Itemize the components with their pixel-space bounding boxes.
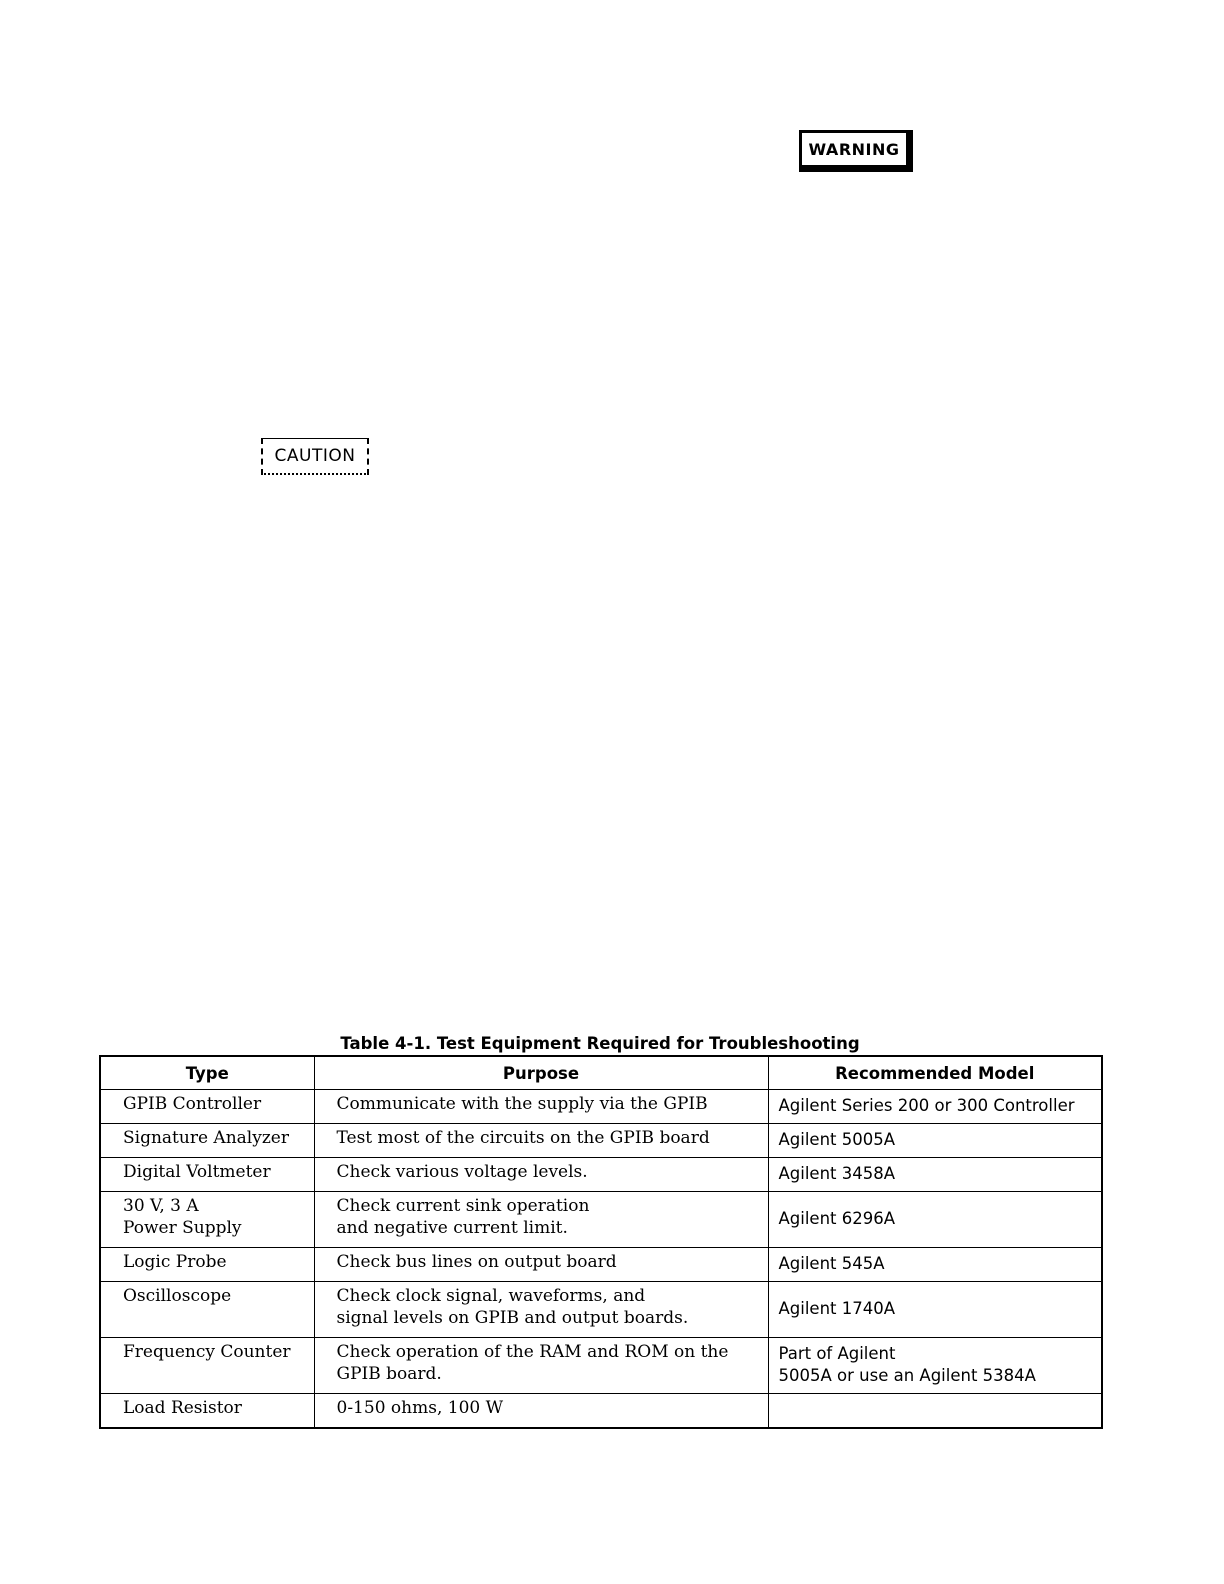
model-cell bbox=[768, 1394, 1102, 1429]
type-cell: Logic Probe bbox=[100, 1248, 314, 1282]
type-cell: 30 V, 3 A Power Supply bbox=[100, 1192, 314, 1248]
header-type: Type bbox=[100, 1056, 314, 1090]
model-cell: Part of Agilent 5005A or use an Agilent 5384A bbox=[768, 1338, 1102, 1394]
table-row bbox=[100, 1248, 1102, 1282]
table-row bbox=[100, 1282, 1102, 1338]
purpose-cell: Test most of the circuits on the GPIB board bbox=[314, 1124, 768, 1158]
table-caption: Table 4-1. Test Equipment Required for Troubleshooting bbox=[340, 1034, 860, 1053]
table-row bbox=[100, 1124, 1102, 1158]
table-row bbox=[100, 1394, 1102, 1429]
model-cell: Agilent 6296A bbox=[768, 1192, 1102, 1248]
type-cell: GPIB Controller bbox=[100, 1090, 314, 1124]
purpose-cell: Check current sink operation and negative current limit. bbox=[314, 1192, 768, 1248]
purpose-cell: Check operation of the RAM and ROM on the GPIB board. bbox=[314, 1338, 768, 1394]
warning-label: WARNING bbox=[799, 130, 913, 172]
type-cell: Signature Analyzer bbox=[100, 1124, 314, 1158]
model-cell: Agilent Series 200 or 300 Controller bbox=[768, 1090, 1102, 1124]
type-cell: Load Resistor bbox=[100, 1394, 314, 1429]
model-cell: Agilent 545A bbox=[768, 1248, 1102, 1282]
table-row bbox=[100, 1158, 1102, 1192]
type-cell: Digital Voltmeter bbox=[100, 1158, 314, 1192]
model-cell: Agilent 1740A bbox=[768, 1282, 1102, 1338]
table-row bbox=[100, 1090, 1102, 1124]
test-equipment-table bbox=[99, 1055, 1103, 1429]
type-cell: Frequency Counter bbox=[100, 1338, 314, 1394]
purpose-cell: Check clock signal, waveforms, and signal levels on GPIB and output boards. bbox=[314, 1282, 768, 1338]
model-cell: Agilent 3458A bbox=[768, 1158, 1102, 1192]
purpose-cell: 0-150 ohms, 100 W bbox=[314, 1394, 768, 1429]
model-cell: Agilent 5005A bbox=[768, 1124, 1102, 1158]
type-cell: Oscilloscope bbox=[100, 1282, 314, 1338]
purpose-cell: Check various voltage levels. bbox=[314, 1158, 768, 1192]
purpose-cell: Communicate with the supply via the GPIB bbox=[314, 1090, 768, 1124]
table-row bbox=[100, 1192, 1102, 1248]
table-header-row bbox=[100, 1056, 1102, 1090]
header-purpose: Purpose bbox=[314, 1056, 768, 1090]
purpose-cell: Check bus lines on output board bbox=[314, 1248, 768, 1282]
caution-label: CAUTION bbox=[261, 438, 369, 475]
header-recommended-model: Recommended Model bbox=[768, 1056, 1102, 1090]
table-row bbox=[100, 1338, 1102, 1394]
